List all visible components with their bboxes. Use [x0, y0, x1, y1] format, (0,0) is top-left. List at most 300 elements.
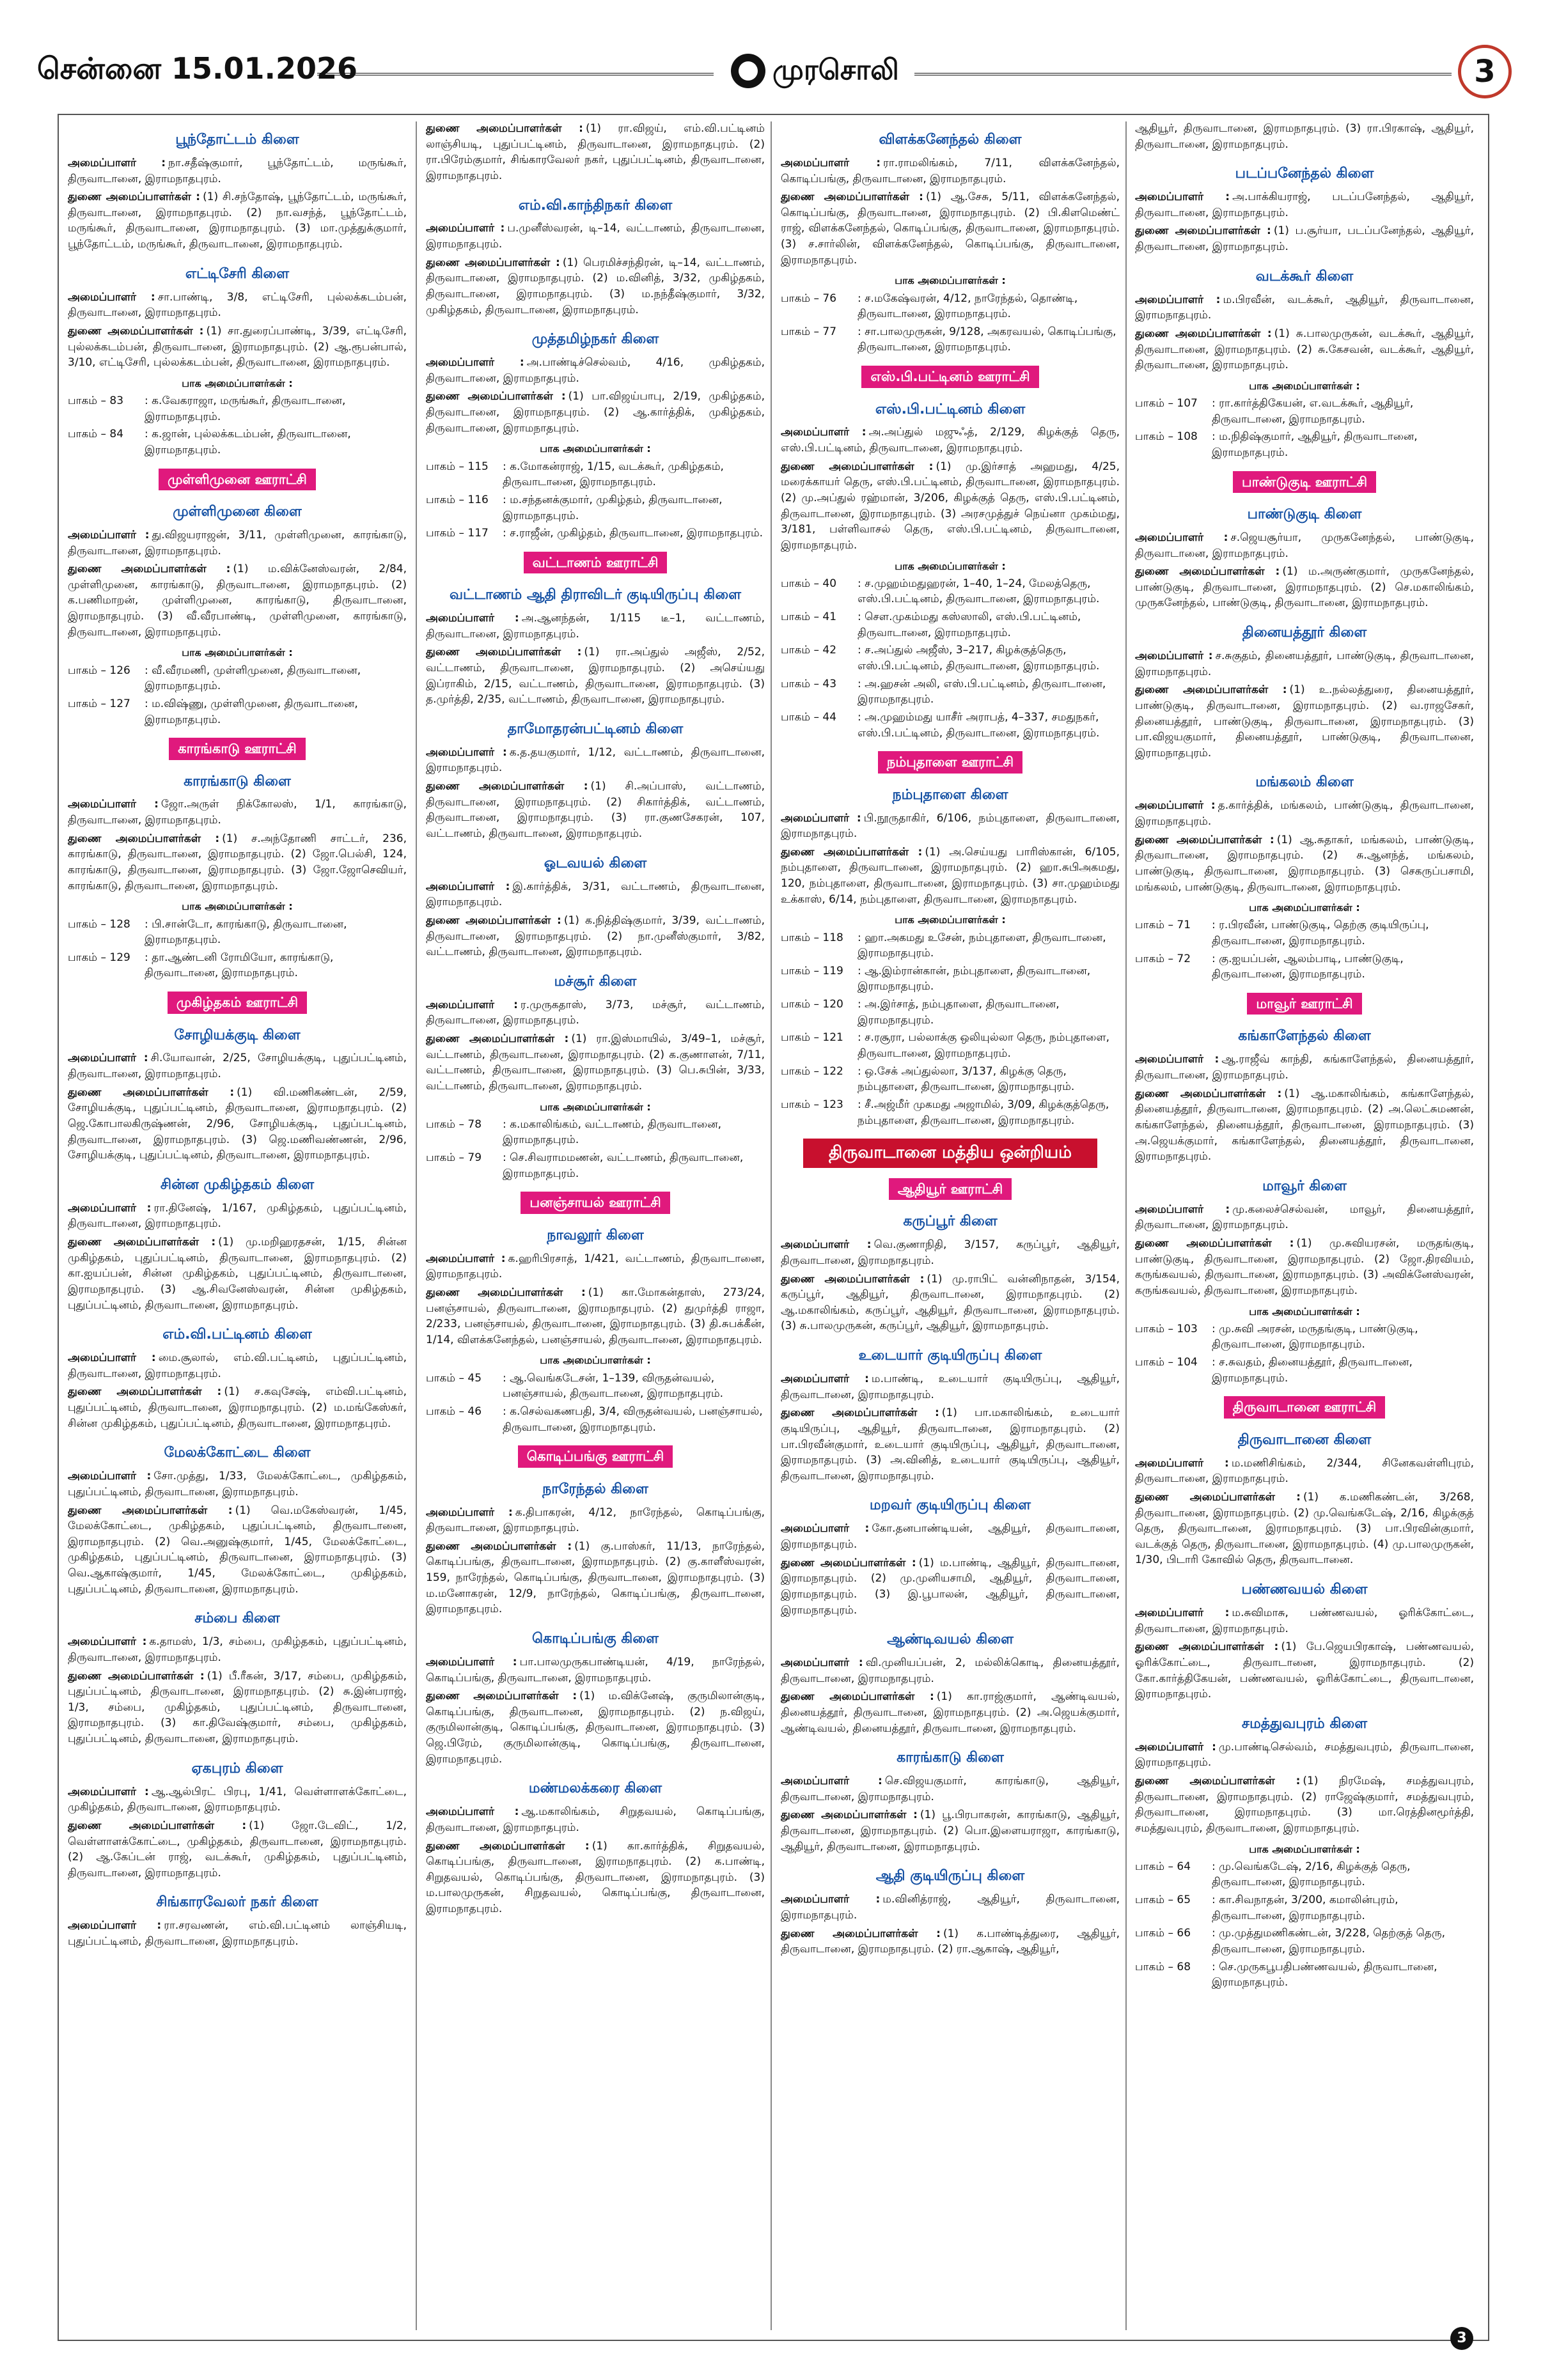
- branch-heading: சிங்காரவேலர் நகர் கிளை: [156, 1894, 318, 1911]
- booth-number: பாகம் – 78: [426, 1117, 482, 1131]
- branch-heading: விளக்கனேந்தல் கிளை: [879, 132, 1022, 148]
- organizer-details: (1) க.பாண்டித்துரை, ஆதியூர், திருவாடானை, இராமநாதபுரம். (2) ரா.ஆகாஷ், ஆதியூர்,: [781, 1927, 1120, 1956]
- organizer-details: (1) ப.சூர்யா, படப்பனேந்தல், ஆதியூர், திருவாடானை, இராமநாதபுரம்.: [1135, 224, 1474, 254]
- booth-section-heading: பாக அமைப்பாளர்கள் :: [1249, 379, 1360, 392]
- role-label: துணை அமைப்பாளர்கள் :: [68, 1819, 247, 1832]
- branch-heading: சம்பை கிளை: [194, 1610, 280, 1627]
- booth-row: [781, 930, 1120, 961]
- organizer-details: (1) க.நித்திஷ்குமார், 3/39, வட்டாணம், திருவாடானை, இராமநாதபுரம். (2) நா.முனீஸ்குமார், 3/82, வட்டாணம், திருவாடானை, இராமநாதபுரம்.: [426, 914, 765, 959]
- booth-row: [781, 1030, 1120, 1061]
- organizer-entry: [68, 1634, 407, 1665]
- role-label: துணை அமைப்பாளர்கள் :: [426, 1839, 590, 1853]
- organizer-entry: [1135, 121, 1474, 152]
- booth-number: பாகம் – 117: [426, 527, 489, 540]
- role-label: அமைப்பாளர் :: [426, 998, 518, 1011]
- organizer-entry: [68, 561, 407, 640]
- organizer-details: ஆ.மகாலிங்கம், சிறுதவயல், கொடிப்பங்கு, திருவாடானை, இராமநாதபுரம்.: [426, 1805, 765, 1834]
- organizer-details: க.த.தயகுமார், 1/12, வட்டாணம், திருவாடானை, இராமநாதபுரம்.: [426, 745, 765, 775]
- organizer-entry: [1135, 832, 1474, 896]
- page-number-badge: 3: [1458, 45, 1512, 98]
- booth-row: [426, 459, 765, 490]
- organizer-details: (1) க.மணிகண்டன், 3/268, திருவாடானை, இராமநாதபுரம். (2) மு.வெங்கடேஷ், 2/16, கிழக்குத் தெரு, திருவாடானை, இராமநாதபுரம். (3) பா.பிரவின்குமார், வடக்குத் தெரு, திருவாடானை, இராமநாதபுரம். (4) மு.பாலமுருகன், 1/30, பிடாரி கோவில் தெரு, திருவாடானை.: [1135, 1490, 1474, 1567]
- booth-number: பாகம் – 115: [426, 460, 489, 473]
- panchayat-banner: முள்ளிமுனை ஊராட்சி: [159, 469, 316, 490]
- booth-organizer: : சௌ.முகம்மது கஸ்ஸாலி, எஸ்.பி.பட்டினம், திருவாடானை, இராமநாதபுரம்.: [858, 611, 1081, 639]
- organizer-entry: [68, 1085, 407, 1163]
- organizer-entry: [1135, 292, 1474, 323]
- role-label: துணை அமைப்பாளர்கள் :: [426, 1690, 577, 1703]
- booth-row: [781, 609, 1120, 641]
- organizer-entry: [781, 1555, 1120, 1619]
- role-label: துணை அமைப்பாளர்கள் :: [781, 460, 934, 473]
- booth-organizer: : மு.முத்துமணிகண்டன், 3/228, தெற்குத் தெரு, திருவாடானை, இராமநாதபுரம்.: [1212, 1927, 1446, 1956]
- booth-row: [781, 997, 1120, 1028]
- booth-organizer: : கா.சிவநாதன், 3/200, கமாலின்புரம், திருவாடானை, இராமநாதபுரம்.: [1212, 1894, 1398, 1922]
- column-divider: [416, 121, 417, 2330]
- panchayat-banner: வட்டாணம் ஊராட்சி: [524, 552, 668, 573]
- booth-row: [426, 525, 765, 541]
- role-label: துணை அமைப்பாளர்கள் :: [1135, 224, 1271, 238]
- panchayat-banner: பனஞ்சாயல் ஊராட்சி: [521, 1192, 670, 1213]
- booth-section-heading: பாக அமைப்பாளர்கள் :: [895, 274, 1006, 287]
- booth-number: பாகம் – 68: [1135, 1960, 1191, 1973]
- organizer-entry: [1135, 798, 1474, 829]
- branch-heading: பாண்டுகுடி கிளை: [1247, 506, 1362, 523]
- role-label: அமைப்பாளர் :: [1135, 799, 1216, 813]
- role-label: அமைப்பாளர் :: [426, 745, 507, 759]
- booth-row: [1135, 396, 1474, 427]
- role-label: அமைப்பாளர் :: [426, 1505, 513, 1519]
- booth-organizer: : ஹா.அகமது உசேன், நம்புதாளை, திருவாடானை, இராமநாதபுரம்.: [858, 931, 1106, 960]
- organizer-entry: [1135, 1773, 1474, 1837]
- role-label: அமைப்பாளர் :: [781, 1775, 882, 1788]
- organizer-entry: [68, 1668, 407, 1747]
- booth-row: [781, 576, 1120, 607]
- organizer-details: (1) ஆ.சுதாகர், மங்கலம், பாண்டுகுடி, திருவாடானை, இராமநாதபுரம். (2) சு.ஆனந்த், மங்கலம், பாண்டுகுடி, திருவாடானை, இராமநாதபுரம். (3) செகருப்பசாமி, மங்கலம், பாண்டுகுடி, திருவாடானை, இராமநாதபுரம்.: [1135, 833, 1474, 894]
- booth-number: பாகம் – 79: [426, 1151, 482, 1164]
- organizer-details: க.ஹரிபிரசாத், 1/421, வட்டாணம், திருவாடானை, இராமநாதபுரம்.: [426, 1252, 765, 1281]
- organizer-entry: [68, 1050, 407, 1082]
- column-4: [1135, 118, 1474, 2330]
- booth-organizer: : பி.சான்டோ, காரங்காடு, திருவாடானை, இராமநாதபுரம்.: [145, 917, 347, 947]
- booth-row: [781, 963, 1120, 995]
- booth-row: [1135, 1355, 1474, 1386]
- role-label: துணை அமைப்பாளர்கள் :: [781, 1690, 934, 1704]
- booth-row: [1135, 1925, 1474, 1957]
- organizer-entry: [426, 121, 765, 184]
- role-label: துணை அமைப்பாளர்கள் :: [426, 256, 560, 269]
- role-label: அமைப்பாளர் :: [68, 156, 166, 169]
- organizer-entry: [1135, 1456, 1474, 1487]
- role-label: அமைப்பாளர் :: [68, 290, 155, 304]
- organizer-details: (1) பெரமிச்சந்திரன், டி–14, வட்டாணம், திருவாடானை, இராமநாதபுரம். (2) ம.வினித், 3/32, முகிழ்தகம், திருவாடானை, இராமநாதபுரம். (3) ம.நந்தீஷ்குமார், 3/32, முகிழ்தகம், திருவாடானை, இராமநாதபுரம்.: [426, 256, 765, 316]
- column-divider: [1125, 121, 1127, 2330]
- role-label: துணை அமைப்பாளர்கள் :: [1135, 1640, 1279, 1654]
- panchayat-banner: திருவாடானை ஊராட்சி: [1224, 1396, 1385, 1418]
- organizer-details: ரா.ராமலிங்கம், 7/11, விளக்கனேந்தல், கொடிப்பங்கு, திருவாடானை, இராமநாதபுரம்.: [781, 156, 1120, 185]
- booth-number: பாகம் – 42: [781, 644, 837, 657]
- booth-number: பாகம் – 108: [1135, 430, 1198, 444]
- role-label: துணை அமைப்பாளர்கள் :: [68, 563, 231, 576]
- booth-organizer: : மு.வெங்கடேஷ், 2/16, கிழக்குத் தெரு, திருவாடானை, இராமநாதபுரம்.: [1212, 1860, 1411, 1889]
- organizer-entry: [1135, 1639, 1474, 1702]
- organizer-entry: [68, 189, 407, 253]
- booth-row: [68, 950, 407, 981]
- organizer-entry: [1135, 326, 1474, 373]
- role-label: அமைப்பாளர் :: [68, 1635, 147, 1649]
- booth-organizer: : ச.அப்துல் அஜீஸ், 3–217, கிழக்குத்தெரு, எஸ்.பி.பட்டினம், திருவாடானை, இராமநாதபுரம்.: [858, 644, 1100, 673]
- organizer-details: (1) கா.ராஜ்குமார், ஆண்டிவயல், தினையத்தூர், திருவாடானை, இராமநாதபுரம். (2) அ.ஜெயக்குமார், ஆண்டிவயல், தினையத்தூர், திருவாடானை, இராமநாதபுரம்.: [781, 1690, 1120, 1735]
- booth-number: பாகம் – 72: [1135, 952, 1191, 965]
- booth-row: [781, 676, 1120, 708]
- booth-number: பாகம் – 77: [781, 325, 837, 338]
- organizer-details: (1) வெ.மகேஸ்வரன், 1/45, மேலக்கோட்டை, முகிழ்தகம், புதுப்பட்டினம், திருவாடானை, இராமநாதபுரம். (2) வெ.அனுஷ்குமார், 1/45, மேலக்கோட்டை, முகிழ்தகம், புதுப்பட்டினம், திருவாடானை, இராமநாதபுரம். (3) வெ.ஆகாஷ்குமார், 1/45, மேலக்கோட்டை, முகிழ்தகம், புதுப்பட்டினம், திருவாடானை, இராமநாதபுரம்.: [68, 1504, 407, 1596]
- booth-organizer: : ர.பிரவீன், பாண்டுகுடி, தெற்கு குடியிருப்பு, திருவாடானை, இராமநாதபுரம்.: [1212, 919, 1429, 948]
- booth-row: [781, 642, 1120, 674]
- booth-number: பாகம் – 76: [781, 292, 837, 305]
- booth-number: பாகம் – 129: [68, 951, 130, 964]
- booth-row: [68, 393, 407, 424]
- branch-heading: நாரேந்தல் கிளை: [542, 1481, 648, 1497]
- organizer-details: ஜோ.அருள் நிக்கோலஸ், 1/1, காரங்காடு, திருவாடானை, இராமநாதபுரம்.: [68, 798, 407, 827]
- organizer-details: ம.வினித்ராஜ், ஆதியூர், திருவாடானை, இராமநாதபுரம்.: [781, 1893, 1120, 1922]
- booth-section-heading: பாக அமைப்பாளர்கள் :: [540, 1354, 651, 1367]
- role-label: அமைப்பாளர் :: [68, 1351, 156, 1365]
- booth-section-heading: பாக அமைப்பாளர்கள் :: [182, 377, 293, 389]
- booth-row: [426, 1371, 765, 1402]
- organizer-entry: [1135, 223, 1474, 254]
- organizer-entry: [68, 1350, 407, 1381]
- branch-heading: சின்ன முகிழ்தகம் கிளை: [160, 1176, 315, 1193]
- organizer-entry: [426, 913, 765, 960]
- organizer-details: (1) ரா.இஸ்மாயில், 3/49–1, மச்சூர், வட்டாணம், திருவாடானை, இராமநாதபுரம். (2) க.குணாளன், 7/11, வட்டாணம், திருவாடானை, இராமநாதபுரம். (3) பெ.சுபின், 3/33, வட்டாணம், திருவாடானை, இராமநாதபுரம்.: [426, 1032, 765, 1093]
- role-label: துணை அமைப்பாளர்கள் :: [68, 832, 220, 845]
- organizer-entry: [781, 1773, 1120, 1805]
- panchayat-banner: முகிழ்தகம் ஊராட்சி: [168, 992, 307, 1013]
- booth-organizer: : அ.ஹசன் அலி, எஸ்.பி.பட்டினம், திருவாடானை, இராமநாதபுரம்.: [858, 677, 1106, 706]
- booth-organizer: : ரா.கார்த்திகேயன், எ.வடக்கூர், ஆதியூர், திருவாடானை, இராமநாதபுரம்.: [1212, 397, 1414, 426]
- booth-row: [781, 710, 1120, 741]
- role-label: அமைப்பாளர் :: [68, 1052, 148, 1065]
- organizer-details: (1) கா.கார்த்திக், சிறுதவயல், கொடிப்பங்கு, திருவாடானை, இராமநாதபுரம். (2) க.பாண்டி, சிறுதவயல், கொடிப்பங்கு, திருவாடானை, இராமநாதபுரம். (3) ம.பாலமுருகன், சிறுதவயல், கொடிப்பங்கு, திருவாடானை, இராமநாதபுரம்.: [426, 1839, 765, 1916]
- role-label: அமைப்பாளர் :: [426, 1805, 519, 1819]
- organizer-details: ப.முனீஸ்வரன், டி–14, வட்டாணம், திருவாடானை, இராமநாதபுரம்.: [426, 222, 765, 251]
- booth-organizer: : தா.ஆண்டனி ரோமியோ, காரங்காடு, திருவாடானை, இராமநாதபுரம்.: [145, 951, 334, 980]
- booth-number: பாகம் – 43: [781, 677, 837, 690]
- role-label: அமைப்பாளர் :: [1135, 1202, 1230, 1216]
- organizer-details: சா.பாண்டி, 3/8, எட்டிசேரி, புல்லக்கடம்பன், திருவாடானை, இராமநாதபுரம்.: [68, 290, 407, 320]
- booth-section-heading: பாக அமைப்பாளர்கள் :: [182, 646, 293, 659]
- role-label: அமைப்பாளர் :: [781, 156, 881, 169]
- organizer-entry: [426, 745, 765, 776]
- organizer-details: (1) பே.ஜெயபிரகாஷ், பண்ணவயல், ஓரிக்கோட்டை, திருவாடானை, இராமநாதபுரம். (2) கோ.கார்த்திகேயன், பண்ணவயல், ஓரிக்கோட்டை, திருவாடானை, இராமநாதபுரம்.: [1135, 1640, 1474, 1701]
- role-label: அமைப்பாளர் :: [1135, 191, 1230, 204]
- organizer-details: இ.கார்த்திக், 3/31, வட்டாணம், திருவாடானை, இராமநாதபுரம்.: [426, 880, 765, 909]
- booth-organizer: : ஆ.வெங்கடேசன், 1–139, விருதன்வயல், பனஞ்சாயல், திருவாடானை, இராமநாதபுரம்.: [503, 1371, 724, 1401]
- organizer-details: (1) ஜோ.டேவிட், 1/2, வெள்ளாளக்கோட்டை, முகிழ்தகம், திருவாடானை, இராமநாதபுரம். (2) ஆ.கேப்டன் ராஜ், வடக்கூர், முகிழ்தகம், புதுப்பட்டினம், திருவாடானை, இராமநாதபுரம்.: [68, 1819, 407, 1879]
- organizer-details: (1) மு.இர்சாத் அஹமது, 4/25, மரைக்காயர் தெரு, எஸ்.பி.பட்டினம், திருவாடானை, இராமநாதபுரம். (2) மு.அப்துல் ரஹ்மான், 3/206, கிழக்குத் தெரு, எஸ்.பி.பட்டினம், திருவாடானை, இராமநாதபுரம். (3) அரசமுத்துச் நெய்னா முகம்மது, 3/181, பள்ளிவாசல் தெரு, எஸ்.பி.பட்டினம், திருவாடானை, இராமநாதபுரம்.: [781, 460, 1120, 552]
- branch-heading: மாவூர் கிளை: [1262, 1178, 1347, 1194]
- branch-heading: ஆண்டிவயல் கிளை: [887, 1631, 1014, 1648]
- booth-organizer: : ச.சுவதம், தினையத்தூர், திருவாடானை, இராமநாதபுரம்.: [1212, 1355, 1413, 1385]
- organizer-entry: [68, 1784, 407, 1816]
- panchayat-banner: மாவூர் ஊராட்சி: [1247, 993, 1361, 1015]
- edition-date: சென்னை 15.01.2026: [37, 51, 358, 86]
- organizer-entry: [426, 221, 765, 252]
- booth-organizer: : அ.இர்சாத், நம்புதாளை, திருவாடானை, இராமநாதபுரம்.: [858, 998, 1060, 1027]
- organizer-entry: [68, 1234, 407, 1313]
- organizer-entry: [426, 611, 765, 642]
- booth-number: பாகம் – 118: [781, 931, 843, 944]
- role-label: அமைப்பாளர் :: [781, 1238, 872, 1252]
- booth-row: [1135, 1959, 1474, 1991]
- role-label: அமைப்பாளர் :: [426, 1252, 506, 1265]
- role-label: துணை அமைப்பாளர்கள் :: [68, 1236, 216, 1249]
- role-label: துணை அமைப்பாளர்கள் :: [426, 780, 588, 793]
- organizer-details: ஆ.ஆல்பிரட் பிரபு, 1/41, வெள்ளாளக்கோட்டை, முகிழ்தகம், திருவாடானை, இராமநாதபுரம்.: [68, 1785, 407, 1814]
- panchayat-banner: காரங்காடு ஊராட்சி: [169, 738, 306, 759]
- organizer-entry: [781, 1521, 1120, 1552]
- booth-row: [781, 291, 1120, 322]
- branch-heading: திருவாடானை கிளை: [1237, 1431, 1372, 1448]
- organizer-entry: [426, 779, 765, 842]
- booth-section-heading: பாக அமைப்பாளர்கள் :: [1249, 901, 1360, 914]
- role-label: துணை அமைப்பாளர்கள் :: [426, 390, 566, 403]
- union-banner: திருவாடானை மத்திய ஒன்றியம்: [803, 1139, 1097, 1168]
- booth-row: [426, 1117, 765, 1148]
- role-label: துணை அமைப்பாளர்கள் :: [68, 1385, 222, 1399]
- branch-heading: நாவலூர் கிளை: [547, 1227, 644, 1243]
- organizer-entry: [781, 1371, 1120, 1403]
- organizer-details: ஆ.ராஜீவ் காந்தி, கங்காளேந்தல், தினையத்தூர், திருவாடானை, இராமநாதபுரம்.: [1135, 1053, 1474, 1082]
- booth-organizer: : ச.மகேஷ்வரன், 4/12, நாரேந்தல், தொண்டி, திருவாடானை, இராமநாதபுரம்.: [858, 292, 1078, 321]
- branch-heading: மேலக்கோட்டை கிளை: [164, 1445, 311, 1461]
- organizer-details: கோ.தனபாண்டியன், ஆதியூர், திருவாடானை, இராமநாதபுரம்.: [781, 1522, 1120, 1551]
- branch-heading: எம்.வி.பட்டினம் கிளை: [162, 1326, 312, 1343]
- organizer-details: சி.யோவான், 2/25, சோழியக்குடி, புதுப்பட்டினம், திருவாடானை, இராமநாதபுரம்.: [68, 1052, 407, 1081]
- booth-organizer: : ஆ.இம்ரான்கான், நம்புதாளை, திருவாடானை, இராமநாதபுரம்.: [858, 964, 1091, 993]
- role-label: அமைப்பாளர் :: [781, 426, 866, 439]
- booth-number: பாகம் – 64: [1135, 1860, 1191, 1873]
- booth-section-heading: பாக அமைப்பாளர்கள் :: [540, 1100, 651, 1113]
- organizer-entry: [68, 1201, 407, 1232]
- role-label: துணை அமைப்பாளர்கள் :: [1135, 1087, 1282, 1100]
- booth-section-heading: பாக அமைப்பாளர்கள் :: [895, 559, 1006, 572]
- organizer-entry: [1135, 682, 1474, 761]
- booth-row: [1135, 917, 1474, 949]
- organizer-entry: [426, 1804, 765, 1835]
- booth-number: பாகம் – 120: [781, 998, 843, 1011]
- organizer-entry: [781, 459, 1120, 554]
- organizer-entry: [1135, 1605, 1474, 1637]
- organizer-entry: [426, 355, 765, 386]
- paper-logo-icon: [731, 54, 765, 88]
- booth-organizer: : க.மோகன்ராஜ், 1/15, வடக்கூர், முகிழ்தகம், திருவாடானை, இராமநாதபுரம்.: [503, 460, 724, 489]
- organizer-entry: [426, 1285, 765, 1348]
- organizer-details: மு.கலைச்செல்வன், மாவூர், தினையத்தூர், திருவாடானை, இராமநாதபுரம்.: [1135, 1202, 1474, 1232]
- booth-row: [1135, 1859, 1474, 1890]
- organizer-entry: [1135, 530, 1474, 561]
- organizer-entry: [781, 844, 1120, 908]
- column-divider: [771, 121, 772, 2330]
- organizer-details: (1) மு.ராபிட் வன்னிநாதன், 3/154, கருப்பூர், ஆதியூர், திருவாடானை, இராமநாதபுரம். (2) ஆ.மகாலிங்கம், கருப்பூர், ஆதியூர், திருவாடானை, இராமநாதபுரம். (3) சு.பாலமுருகன், கருப்பூர், ஆதியூர், இராமநாதபுரம்.: [781, 1272, 1120, 1333]
- booth-number: பாகம் – 123: [781, 1098, 843, 1111]
- booth-row: [781, 1064, 1120, 1095]
- organizer-details: ஆதியூர், திருவாடானை, இராமநாதபுரம். (3) ரா.பிரகாஷ், ஆதியூர், திருவாடானை, இராமநாதபுரம்.: [1135, 122, 1474, 151]
- role-label: துணை அமைப்பாளர்கள் :: [68, 191, 201, 204]
- role-label: துணை அமைப்பாளர்கள் :: [781, 1272, 925, 1286]
- organizer-entry: [68, 155, 407, 187]
- booth-number: பாகம் – 128: [68, 917, 130, 931]
- column-2: [426, 118, 765, 2330]
- organizer-entry: [68, 290, 407, 321]
- role-label: அமைப்பாளர் :: [781, 1372, 869, 1385]
- organizer-details: (1) மு.மறிஹரதசன், 1/15, சின்ன முகிழ்தகம், புதுப்பட்டினம், திருவாடானை, இராமநாதபுரம். (2) கா.ஐயப்பன், சின்ன முகிழ்தகம், புதுப்பட்டினம், திருவாடானை, இராமநாதபுரம். (3) ஆ.சிவனேஸ்வரன், சின்ன முகிழ்தகம், புதுப்பட்டினம், திருவாடானை, இராமநாதபுரம்.: [68, 1236, 407, 1312]
- role-label: அமைப்பாளர் :: [781, 1656, 863, 1670]
- role-label: அமைப்பாளர் :: [1135, 1053, 1219, 1066]
- organizer-entry: [781, 1405, 1120, 1484]
- booth-organizer: : ச.ரசூரா, பல்லாக்கு ஒலியுல்லா தெரு, நம்புதாளை, திருவாடானை, இராமநாதபுரம்.: [858, 1031, 1110, 1061]
- organizer-entry: [1135, 1052, 1474, 1083]
- panchayat-banner: பாண்டுகுடி ஊராட்சி: [1233, 471, 1376, 493]
- organizer-details: ரா.தினேஷ், 1/167, முகிழ்தகம், புதுப்பட்டினம், திருவாடானை, இராமநாதபுரம்.: [68, 1201, 407, 1231]
- branch-heading: முத்தமிழ்நகர் கிளை: [531, 331, 659, 348]
- organizer-details: (1) பா.மகாலிங்கம், உடையார் குடியிருப்பு, ஆதியூர், திருவாடானை, இராமநாதபுரம். (2) பா.பிரவீன்குமார், உடையார் குடியிருப்பு, ஆதியூர், திருவாடானை, இராமநாதபுரம். (3) அ.வினித், உடையார் குடியிருப்பு, ஆதியூர், திருவாடானை, இராமநாதபுரம்.: [781, 1406, 1120, 1482]
- panchayat-banner: கொடிப்பங்கு ஊராட்சி: [518, 1445, 673, 1467]
- role-label: அமைப்பாளர் :: [68, 798, 159, 811]
- booth-row: [426, 492, 765, 524]
- organizer-details: (1) பூ.பிரபாகரன், காரங்காடு, ஆதியூர், திருவாடானை, இராமநாதபுரம். (2) பொ.இளையராஜா, காரங்காடு, ஆதியூர், திருவாடானை, இராமநாதபுரம்.: [781, 1808, 1120, 1853]
- organizer-entry: [781, 1892, 1120, 1923]
- organizer-entry: [781, 1655, 1120, 1686]
- role-label: அமைப்பாளர் :: [1135, 649, 1213, 662]
- organizer-entry: [781, 1272, 1120, 1335]
- booth-number: பாகம் – 127: [68, 697, 130, 710]
- organizer-details: மு.பாண்டிசெல்வம், சமத்துவபுரம், திருவாடானை, இராமநாதபுரம்.: [1135, 1740, 1474, 1769]
- branch-heading: ஆதி குடியிருப்பு கிளை: [875, 1868, 1025, 1885]
- role-label: துணை அமைப்பாளர்கள் :: [1135, 1490, 1301, 1504]
- booth-organizer: : ம.விஷ்ணு, முள்ளிமுனை, திருவாடானை, இராமநாதபுரம்.: [145, 697, 358, 726]
- booth-row: [426, 1404, 765, 1435]
- organizer-details: (1) வி.மணிகண்டன், 2/59, சோழியக்குடி, புதுப்பட்டினம், திருவாடானை, இராமநாதபுரம். (2) ஜெ.கோபாலகிருஷ்ணன், 2/96, சோழியக்குடி, புதுப்பட்டினம், திருவாடானை, இராமநாதபுரம். (3) ஜெ.மணிவண்ணன், 2/96, சோழியக்குடி, புதுப்பட்டினம், திருவாடானை, இராமநாதபுரம்.: [68, 1085, 407, 1162]
- role-label: அமைப்பாளர் :: [68, 1919, 162, 1933]
- booth-number: பாகம் – 121: [781, 1031, 843, 1045]
- organizer-entry: [781, 424, 1120, 456]
- role-label: துணை அமைப்பாளர்கள் :: [426, 914, 561, 927]
- booth-number: பாகம் – 46: [426, 1404, 482, 1418]
- organizer-details: அ.பாக்கியராஜ், படப்பனேந்தல், ஆதியூர், திருவாடானை, இராமநாதபுரம்.: [1135, 191, 1474, 219]
- folio-page-number: 3: [1450, 2327, 1473, 2350]
- branch-heading: பண்ணவயல் கிளை: [1241, 1582, 1368, 1598]
- booth-row: [68, 917, 407, 948]
- branch-heading: மறவர் குடியிருப்பு கிளை: [870, 1497, 1031, 1514]
- organizer-details: து.விஜயராஜன், 3/11, முள்ளிமுனை, காரங்காடு, திருவாடானை, இராமநாதபுரம்.: [68, 528, 407, 557]
- panchayat-banner: ஆதியூர் ஊராட்சி: [889, 1178, 1012, 1200]
- organizer-details: ரா.சரவணன், எம்.வி.பட்டினம் லாஞ்சியடி, புதுப்பட்டினம், திருவாடானை, இராமநாதபுரம்.: [68, 1919, 407, 1948]
- branch-heading: எட்டிசேரி கிளை: [185, 265, 290, 282]
- organizer-details: (1) ஆ.சேசு, 5/11, விளக்கனேந்தல், கொடிப்பங்கு, திருவாடானை, இராமநாதபுரம். (2) பி.கிளமெண்ட் ராஜ், விளக்கனேந்தல், கொடிப்பங்கு, திருவாடானை, இராமநாதபுரம். (3) ச.சார்லின், விளக்கனேந்தல், கொடிப்பங்கு, திருவாடானை, இராமநாதபுரம்.: [781, 191, 1120, 267]
- organizer-entry: [426, 255, 765, 318]
- organizer-entry: [68, 831, 407, 894]
- organizer-entry: [1135, 1236, 1474, 1299]
- organizer-details: க.தாமஸ், 1/3, சம்பை, முகிழ்தகம், புதுப்பட்டினம், திருவாடானை, இராமநாதபுரம்.: [68, 1635, 407, 1664]
- organizer-details: (1) சு.பாலமுருகன், வடக்கூர், ஆதியூர், திருவாடானை, இராமநாதபுரம். (2) சு.கேசவன், வடக்கூர், ஆதியூர், திருவாடானை, இராமநாதபுரம்.: [1135, 327, 1474, 372]
- booth-organizer: : மு.சுவி அரசன், மருதங்குடி, பாண்டுகுடி, திருவாடானை, இராமநாதபுரம்.: [1212, 1322, 1418, 1351]
- branch-heading: கருப்பூர் கிளை: [903, 1213, 998, 1230]
- branch-heading: மச்சூர் கிளை: [554, 973, 637, 990]
- booth-number: பாகம் – 119: [781, 964, 843, 977]
- branch-heading: காரங்காடு கிளை: [184, 773, 291, 789]
- organizer-details: (1) கா.மோகன்தாஸ், 273/24, பனஞ்சாயல், திருவாடானை, இராமநாதபுரம். (2) துமுர்த்தி ராஜா, 2/233, பனஞ்சாயல், திருவாடானை, இராமநாதபுரம். (3) தி.சுபக்கீன், 1/14, விளக்கனேந்தல், பனஞ்சாயல், திருவாடானை, இராமநாதபுரம்.: [426, 1286, 765, 1346]
- role-label: துணை அமைப்பாளர்கள் :: [781, 1556, 916, 1569]
- branch-heading: சமத்துவபுரம் கிளை: [1241, 1715, 1368, 1732]
- booth-number: பாகம் – 65: [1135, 1894, 1191, 1907]
- role-label: துணை அமைப்பாளர்கள் :: [426, 1539, 572, 1553]
- organizer-entry: [68, 1384, 407, 1431]
- organizer-details: க.திபாகரன், 4/12, நாரேந்தல், கொடிப்பங்கு, திருவாடானை, இராமநாதபுரம்.: [426, 1505, 765, 1535]
- booth-organizer: : அ.முஹம்மது யாசீர் அராபத், 4–337, சமதுநகர், எஸ்.பி.பட்டினம், திருவாடானை, இராமநாதபுரம்.: [858, 710, 1100, 740]
- role-label: துணை அமைப்பாளர்கள் :: [1135, 683, 1287, 697]
- branch-heading: சோழியக்குடி கிளை: [174, 1027, 301, 1043]
- organizer-entry: [426, 1688, 765, 1767]
- organizer-details: பி.நூருதாகிர், 6/106, நம்புதாளை, திருவாடானை, இராமநாதபுரம்.: [781, 811, 1120, 841]
- booth-number: பாகம் – 116: [426, 493, 489, 506]
- organizer-details: பா.பாலமுருகபாண்டியன், 4/19, நாரேந்தல், கொடிப்பங்கு, திருவாடானை, இராமநாதபுரம்.: [426, 1655, 765, 1684]
- organizer-details: (1) உ.நல்லத்துரை, தினையத்தூர், பாண்டுகுடி, திருவாடானை, இராமநாதபுரம். (2) வ.ராஜசேகர், தினையத்தூர், பாண்டுகுடி, திருவாடானை, இராமநாதபுரம். (3) பா.விஜயகுமார், தினையத்தூர், பாண்டுகுடி, திருவாடானை, இராமநாதபுரம்.: [1135, 683, 1474, 759]
- booth-number: பாகம் – 66: [1135, 1927, 1191, 1940]
- role-label: துணை அமைப்பாளர்கள் :: [426, 1032, 569, 1045]
- organizer-entry: [426, 1505, 765, 1536]
- organizer-entry: [781, 1807, 1120, 1855]
- organizer-entry: [426, 997, 765, 1029]
- organizer-entry: [1135, 648, 1474, 680]
- role-label: அமைப்பாளர் :: [781, 1522, 870, 1536]
- booth-section-heading: பாக அமைப்பாளர்கள் :: [540, 442, 651, 455]
- role-label: துணை அமைப்பாளர்கள் :: [68, 1669, 205, 1683]
- booth-row: [68, 426, 407, 458]
- organizer-details: வெ.குணாநிதி, 3/157, கருப்பூர், ஆதியூர், திருவாடானை, இராமநாதபுரம்.: [781, 1238, 1120, 1267]
- organizer-details: (1) பா.விஜய்பாபு, 2/19, முகிழ்தகம், திருவாடானை, இராமநாதபுரம். (2) ஆ.கார்த்திக், முகிழ்தகம், திருவாடானை, இராமநாதபுரம்.: [426, 390, 765, 435]
- role-label: அமைப்பாளர் :: [426, 880, 510, 893]
- booth-organizer: : ம.சந்தனக்குமார், முகிழ்தம், திருவாடானை, இராமநாதபுரம்.: [503, 493, 723, 522]
- booth-organizer: : ச.ராஜீன், முகிழ்தம், திருவாடானை, இராமநாதபுரம்.: [503, 527, 764, 540]
- role-label: அமைப்பாளர் :: [68, 1470, 152, 1483]
- role-label: துணை அமைப்பாளர்கள் :: [781, 1927, 941, 1940]
- booth-row: [1135, 429, 1474, 460]
- booth-organizer: : ம.நிதிஷ்குமார், ஆதியூர், திருவாடானை, இராமநாதபுரம்.: [1212, 430, 1418, 459]
- role-label: துணை அமைப்பாளர்கள் :: [781, 1406, 939, 1420]
- organizer-entry: [781, 189, 1120, 268]
- organizer-details: அ.பாண்டிச்செல்வம், 4/16, முகிழ்தகம், திருவாடானை, இராமநாதபுரம்.: [426, 356, 765, 385]
- booth-section-heading: பாக அமைப்பாளர்கள் :: [1249, 1305, 1360, 1318]
- booth-number: பாகம் – 126: [68, 664, 130, 677]
- organizer-entry: [68, 1468, 407, 1500]
- booth-number: பாகம் – 107: [1135, 397, 1198, 410]
- role-label: துணை அமைப்பாளர்கள் :: [1135, 327, 1272, 340]
- organizer-details: (1) ச.கவுசேஷ், எம்வி.பட்டினம், புதுப்பட்டினம், திருவாடானை, இராமநாதபுரம். (2) ம.மங்கேஸ்கர், சின்ன முகிழ்தகம், புதுப்பட்டினம், திருவாடானை, இராமநாதபுரம்.: [68, 1385, 407, 1430]
- organizer-details: (1) நிரமேஷ், சமத்துவபுரம், திருவாடானை, இராமநாதபுரம். (2) ராஜேஷ்குமார், சமத்துவபுரம், திருவாடானை, இராமநாதபுரம். (3) மா.ரெத்தினமூர்த்தி, சமத்துவபுரம், திருவாடானை, இராமநாதபுரம்.: [1135, 1774, 1474, 1835]
- organizer-details: (1) சி.அப்பாஸ், வட்டாணம், திருவாடானை, இராமநாதபுரம். (2) சிகார்த்திக், வட்டாணம், திருவாடானை, இராமநாதபுரம். (3) ரா.குணசேகரன், 107, வட்டாணம், திருவாடானை, இராமநாதபுரம்.: [426, 780, 765, 841]
- booth-section-heading: பாக அமைப்பாளர்கள் :: [1249, 1842, 1360, 1855]
- organizer-entry: [68, 323, 407, 371]
- branch-heading: வடக்கூர் கிளை: [1255, 268, 1354, 284]
- role-label: அமைப்பாளர் :: [68, 528, 150, 541]
- organizer-details: நா.சதீஷ்குமார், பூந்தோட்டம், மருங்கூர், திருவாடானை, இராமநாதபுரம்.: [68, 156, 407, 185]
- organizer-entry: [1135, 1202, 1474, 1233]
- branch-heading: கங்காளேந்தல் கிளை: [1238, 1028, 1371, 1045]
- organizer-details: ச.சுகுதம், தினையத்தூர், பாண்டுகுடி, திருவாடானை, இராமநாதபுரம்.: [1135, 649, 1474, 678]
- role-label: அமைப்பாளர் :: [1135, 1606, 1230, 1619]
